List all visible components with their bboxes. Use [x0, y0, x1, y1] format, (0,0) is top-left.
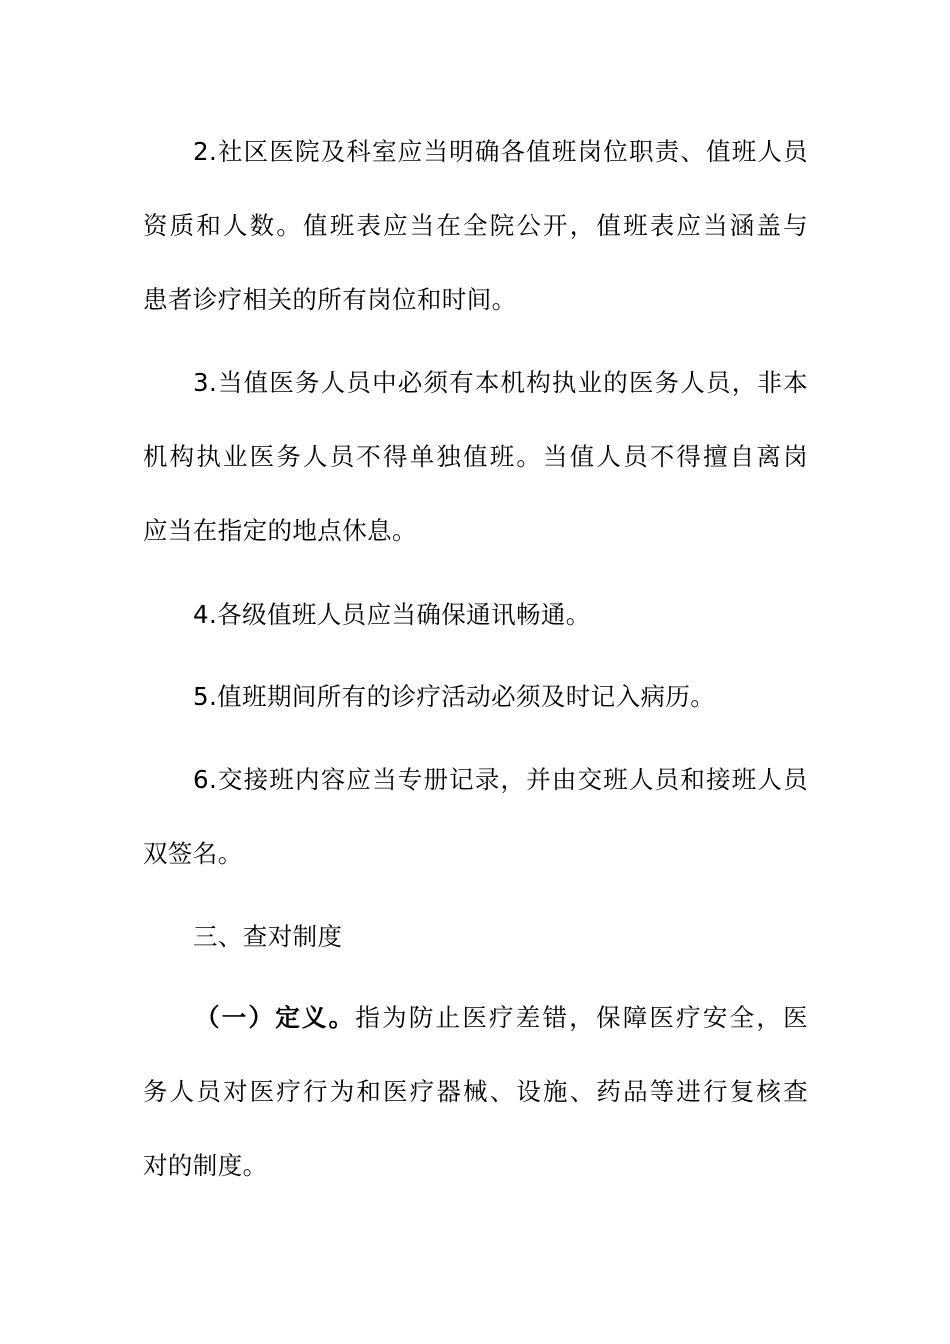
- paragraph-4-line-1: 4.各级值班人员应当确保通讯畅通。: [193, 600, 591, 629]
- paragraph-6-line-1: 6.交接班内容应当专册记录，并由交班人员和接班人员: [193, 765, 808, 794]
- paragraph-2-line-2: 资质和人数。值班表应当在全院公开，值班表应当涵盖与: [143, 211, 808, 240]
- paragraph-6-line-2: 双签名。: [143, 839, 243, 868]
- paragraph-2-line-3: 患者诊疗相关的所有岗位和时间。: [143, 285, 517, 314]
- definition-line-2: 务人员对医疗行为和医疗器械、设施、药品等进行复核查: [143, 1077, 808, 1106]
- paragraph-3-line-1: 3.当值医务人员中必须有本机构执业的医务人员，非本: [193, 368, 808, 397]
- paragraph-2-line-1: 2.社区医院及科室应当明确各值班岗位职责、值班人员: [193, 137, 808, 166]
- paragraph-3-line-2: 机构执业医务人员不得单独值班。当值人员不得擅自离岗: [143, 442, 808, 471]
- definition-line-1-rest: 指为防止医疗差错，保障医疗安全，医: [355, 1003, 808, 1032]
- paragraph-5-line-1: 5.值班期间所有的诊疗活动必须及时记入病历。: [193, 682, 716, 711]
- paragraph-3-line-3: 应当在指定的地点休息。: [143, 516, 417, 545]
- definition-line-3: 对的制度。: [143, 1151, 268, 1180]
- definition-bold-lead: （一）定义。: [195, 1003, 356, 1032]
- section-3-heading: 三、查对制度: [193, 922, 343, 951]
- definition-line-1: [195, 1000, 808, 1036]
